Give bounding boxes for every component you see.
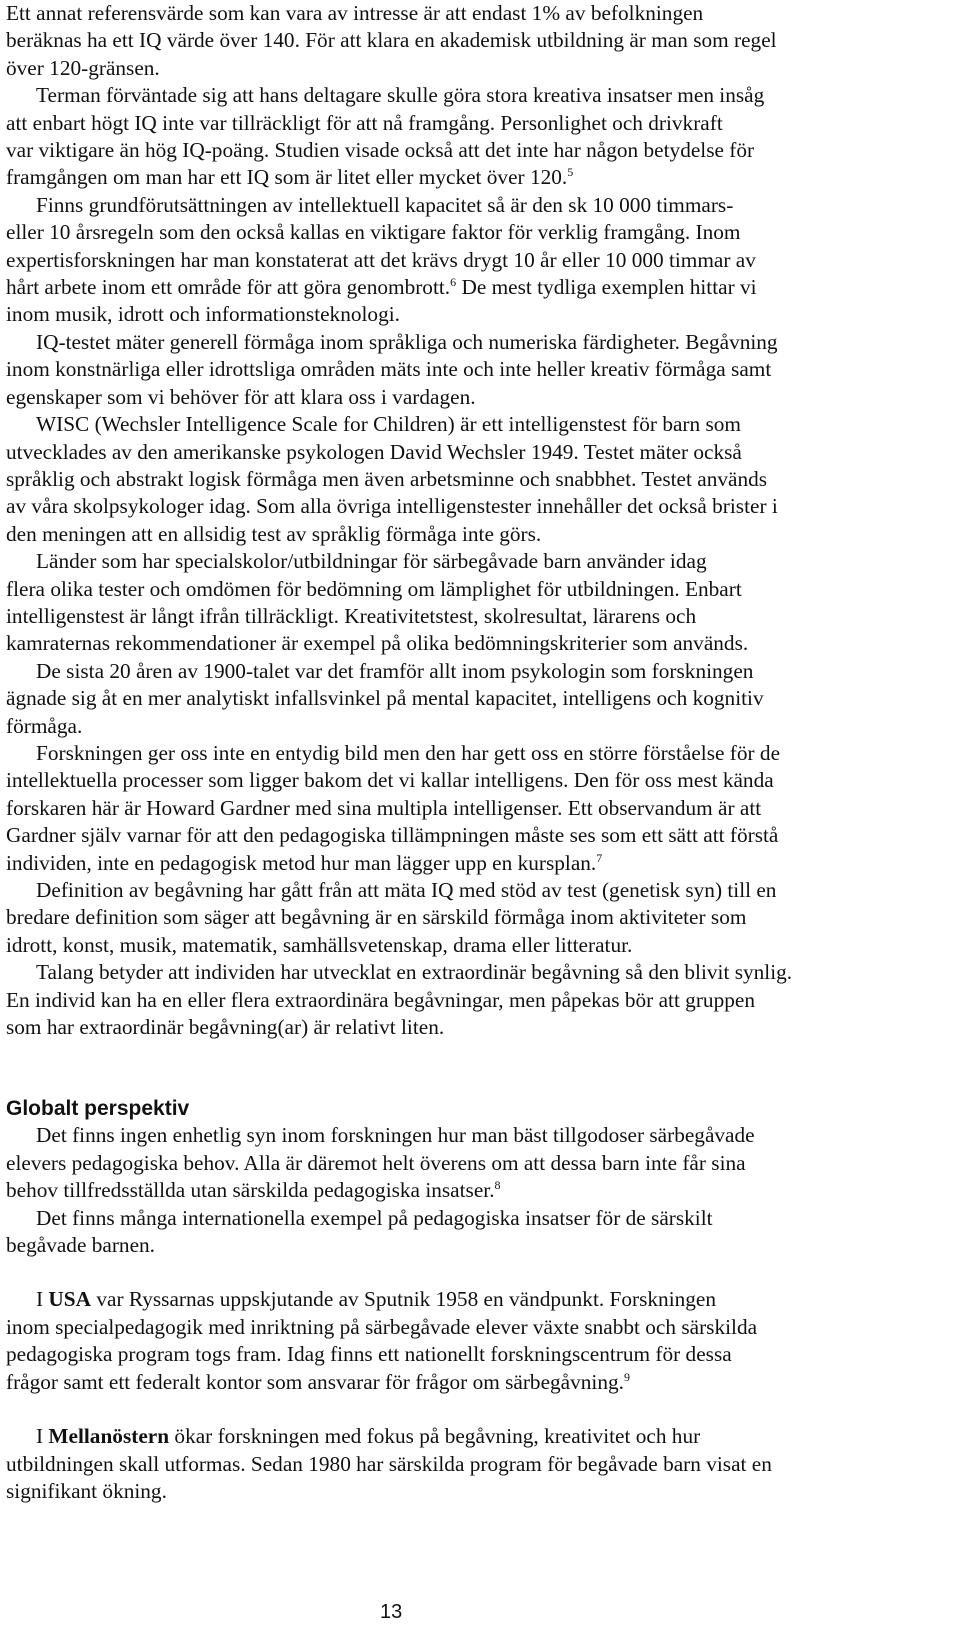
spacer	[6, 1041, 954, 1095]
paragraph-iq-test	[6, 329, 954, 411]
paragraph-prefix: I	[36, 1424, 49, 1449]
country-mellanostern: Mellanöstern	[48, 1424, 170, 1449]
paragraph-text: IQ-testet mäter generell förmåga inom språkliga och numeriska färdigheter. Begåvning inom konstnärliga eller idrottsliga områden mäts inte och inte heller kreativ förmåga samt egenskaper som vi behöver för att klara oss i vardagen.	[6, 329, 778, 409]
paragraph-prefix: I	[36, 1287, 49, 1312]
footnote-ref: 5	[567, 165, 574, 180]
paragraph-text: Finns grundförutsättningen av intellektuell kapacitet så är den sk 10 000 timmars- eller 10 årsregeln som den också kallas en viktigare faktor för verklig framgång. Inom expertisforskningen har man konstaterat att det krävs drygt 10 år eller 10 000 timmar av hårt arbete inom ett område för att göra genombrott.	[6, 192, 756, 300]
document-page	[6, 0, 954, 1505]
paragraph-text: var Ryssarnas uppskjutande av Sputnik 1958 en vändpunkt. Forskningen inom specialpedagogik med inriktning på särbegåvade elever växte snabbt och särskilda pedagogiska program togs fram. Idag finns ett nationellt forskningscentrum för dessa frågor samt ett federalt kontor som ansvarar för frågor om särbegåvning.	[6, 1287, 758, 1394]
spacer	[6, 1396, 954, 1423]
paragraph-definition	[6, 877, 954, 959]
paragraph-wisc	[6, 411, 954, 548]
section-heading: Globalt perspektiv	[6, 1097, 190, 1121]
footnote-ref: 7	[596, 850, 603, 865]
paragraph-mideast	[6, 1423, 954, 1505]
page-number: 13	[380, 1601, 403, 1623]
paragraph-research	[6, 740, 954, 877]
footnote-ref: 9	[623, 1369, 630, 1384]
paragraph-text: Länder som har specialskolor/utbildningar för särbegåvade barn använder idag flera olika tester och omdömen för bedömning om lämplighet för utbildningen. Enbart intelligenstest är långt ifrån tillräckligt. Kreativitetstest, skolresultat, lärarens och kamraternas rekommendationer är exempel på olika bedömningskriterier som används.	[6, 549, 749, 656]
paragraph-text-tail: De mest tydliga exemplen hittar vi inom musik, idrott och informationsteknologi.	[6, 275, 757, 327]
country-usa: USA	[48, 1287, 92, 1312]
paragraph-reference-value	[6, 0, 954, 82]
paragraph-text: De sista 20 åren av 1900-talet var det framför allt inom psykologin som forskningen ägnade sig åt en mer analytiskt infallsvinkel på mental kapacitet, intelligens och kognitiv förmåga.	[6, 658, 764, 738]
paragraph-text: ökar forskningen med fokus på begåvning, kreativitet och hur utbildningen skall utformas. Sedan 1980 har särskilda program för begåvade barn visat en signifikant ökning.	[6, 1424, 772, 1503]
footnote-ref: 6	[450, 274, 457, 289]
footnote-ref: 8	[494, 1178, 501, 1193]
paragraph-10000-hours	[6, 192, 954, 329]
paragraph-text: Definition av begåvning har gått från att mäta IQ med stöd av test (genetisk syn) till en bredare definition som säger att begåvning är en särskild förmåga inom aktiviteter som idrott, konst, musik, matematik, samhällsvetenskap, drama eller litteratur.	[6, 878, 777, 957]
paragraph-global-2	[6, 1205, 954, 1260]
paragraph-terman	[6, 82, 954, 192]
paragraph-text: Forskningen ger oss inte en entydig bild men den har gett oss en större förståelse för de intellektuella processer som ligger bakom det vi kallar intelligens. Den för oss mest kända forskaren här är Howard Gardner med sina multipla intelligenser. Ett observandum är att Gardner själv varnar för att den pedagogiska tillämpningen måste ses som ett sätt att förstå individen, inte en pedagogisk metod hur man lägger upp en kursplan.	[6, 740, 781, 875]
paragraph-global-1	[6, 1122, 954, 1204]
paragraph-text: Talang betyder att individen har utvecklat en extraordinär begåvning så den blivit synlig. En individ kan ha en eller flera extraordinära begåvningar, men påpekas bör att gruppen som har extraordinär begåvning(ar) är relativt liten.	[6, 960, 793, 1040]
paragraph-text: Det finns många internationella exempel på pedagogiska insatser för de särskilt begåvade barnen.	[6, 1205, 713, 1258]
paragraph-talent	[6, 959, 954, 1041]
paragraph-countries	[6, 548, 954, 658]
paragraph-usa	[6, 1286, 954, 1396]
paragraph-last-20-years	[6, 658, 954, 740]
paragraph-text: Ett annat referensvärde som kan vara av intresse är att endast 1% av befolkningen beräknas ha ett IQ värde över 140. För att klara en akademisk utbildning är man som regel över 120-gränsen.	[6, 1, 777, 80]
paragraph-text: Terman förväntade sig att hans deltagare skulle göra stora kreativa insatser men insåg att enbart högt IQ inte var tillräckligt för att nå framgång. Personlighet och drivkraft var viktigare än hög IQ-poäng. Studien visade också att det inte har någon betydelse för framgången om man har ett IQ som är litet eller mycket över 120.	[6, 83, 765, 190]
spacer	[6, 1259, 954, 1286]
paragraph-text: WISC (Wechsler Intelligence Scale for Children) är ett intelligenstest för barn som utvecklades av den amerikanske psykologen David Wechsler 1949. Testet mäter också språklig och abstrakt logisk förmåga men även arbetsminne och snabbhet. Testet används av våra skolpsykologer idag. Som alla övriga intelligenstester innehåller det också brister i den meningen att en allsidig test av språklig förmåga inte görs.	[6, 412, 778, 546]
paragraph-text: Det finns ingen enhetlig syn inom forskningen hur man bäst tillgodoser särbegåvade elevers pedagogiska behov. Alla är däremot helt överens om att dessa barn inte får sina behov tillfredsställda utan särskilda pedagogiska insatser.	[6, 1123, 755, 1203]
